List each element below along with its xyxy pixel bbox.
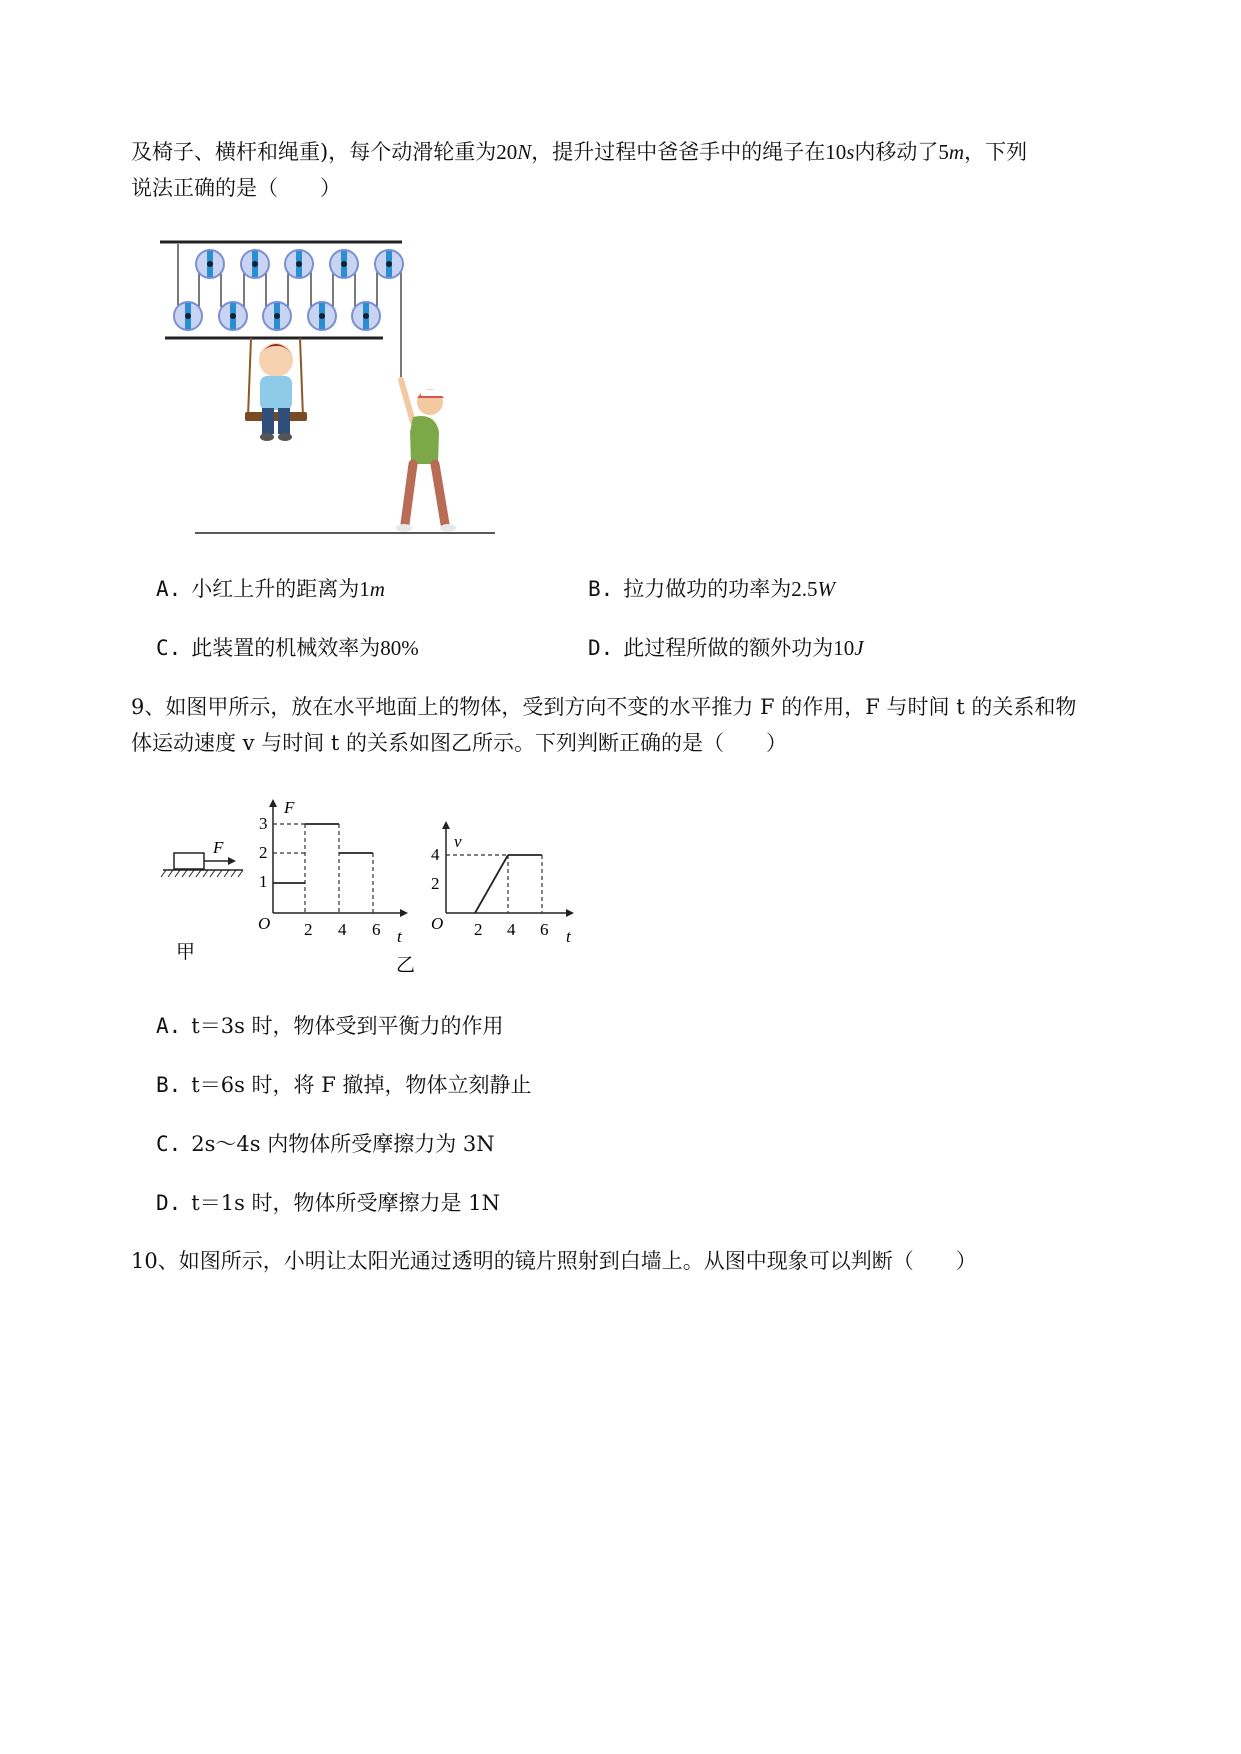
origin-label: O <box>431 914 444 933</box>
movable-pulleys <box>174 302 380 330</box>
y-tick-4: 4 <box>431 845 440 864</box>
y-tick-3: 3 <box>259 814 268 833</box>
q8-value-3: 5 <box>938 140 949 164</box>
q8-unit-1: N <box>517 140 532 164</box>
option-text: t＝1s 时，物体所受摩擦力是 1N <box>191 1191 500 1215</box>
option-text: 2s～4s 内物体所受摩擦力为 3N <box>191 1132 495 1156</box>
option-value: 10 <box>833 636 855 660</box>
q8-value-1: 20 <box>496 140 518 164</box>
option-unit: m <box>369 577 385 601</box>
x-tick-2: 2 <box>304 920 313 939</box>
q8-option-b[interactable] <box>588 574 835 604</box>
option-label: B. <box>156 1073 182 1097</box>
force-label: F <box>213 838 224 857</box>
q8-option-d[interactable] <box>588 633 864 663</box>
q8-text-b: ，提升过程中爸爸手中的绳子在 <box>531 140 826 164</box>
q8-unit-2: s <box>846 140 855 164</box>
option-text: 小红上升的距离为 <box>191 577 360 601</box>
label-jia: 甲 <box>176 941 196 963</box>
q8-unit-3: m <box>948 140 965 164</box>
option-label: C. <box>156 636 182 660</box>
q9-option-a[interactable] <box>156 1011 504 1041</box>
q8-option-a[interactable] <box>156 574 385 604</box>
option-label: B. <box>588 577 614 601</box>
graph-v-t <box>431 821 574 946</box>
x-tick-6: 6 <box>372 920 381 939</box>
option-label: C. <box>156 1132 182 1156</box>
q9-option-c[interactable] <box>156 1129 495 1159</box>
q8-text-a: 及椅子、横杆和绳重)，每个动滑轮重为 <box>131 140 497 164</box>
option-value: 2.5 <box>791 577 818 601</box>
q8-text-d: ，下列 <box>964 140 1028 164</box>
option-value: 1 <box>359 577 370 601</box>
dad-pulling-rope <box>396 380 456 532</box>
x-tick-4: 4 <box>507 920 516 939</box>
option-label: D. <box>588 636 614 660</box>
option-text: 此过程所做的额外功为 <box>623 636 834 660</box>
option-text: t＝3s 时，物体受到平衡力的作用 <box>191 1014 504 1038</box>
q10-stem-line-1: 10、如图所示，小明让太阳光通过透明的镜片照射到白墙上。从图中现象可以判断（ ） <box>131 1249 977 1273</box>
fixed-pulleys <box>196 250 403 278</box>
block <box>174 853 204 869</box>
option-unit: W <box>817 577 836 601</box>
pulley-system-figure <box>155 232 500 537</box>
q8-intro-line-1 <box>131 137 1027 167</box>
q8-value-2: 10 <box>825 140 847 164</box>
option-text: t＝6s 时，将 F 撤掉，物体立刻静止 <box>191 1073 532 1097</box>
x-label: t <box>566 927 571 946</box>
option-label: A. <box>156 577 182 601</box>
option-label: A. <box>156 1014 182 1038</box>
swing-with-child <box>245 338 307 441</box>
option-text: 拉力做功的功率为 <box>623 577 792 601</box>
F-guide-lines <box>273 824 373 913</box>
y-tick-1: 1 <box>259 872 268 891</box>
y-tick-2: 2 <box>431 874 440 893</box>
label-yi: 乙 <box>396 954 416 976</box>
x-label: t <box>397 927 402 946</box>
y-tick-2: 2 <box>259 843 268 862</box>
x-tick-6: 6 <box>540 920 549 939</box>
figure-jia <box>161 838 243 963</box>
v-guide-lines <box>446 855 542 913</box>
q9-figure <box>158 795 583 980</box>
origin-label: O <box>258 914 271 933</box>
x-tick-2: 2 <box>474 920 483 939</box>
q9-option-b[interactable] <box>156 1070 531 1100</box>
q9-stem-line-1: 9、如图甲所示，放在水平地面上的物体，受到方向不变的水平推力 F 的作用，F 与时间 t 的关系和物 <box>131 695 1077 719</box>
option-text: 此装置的机械效率为 <box>191 636 381 660</box>
q9-stem-line-2: 体运动速度 v 与时间 t 的关系如图乙所示。下列判断正确的是（ ） <box>131 731 788 755</box>
q8-option-c[interactable] <box>156 633 419 663</box>
option-label: D. <box>156 1191 182 1215</box>
y-label: F <box>284 798 295 817</box>
ground-hatch <box>161 870 243 877</box>
q8-text-c: 内移动了 <box>854 140 939 164</box>
force-arrowhead <box>228 857 236 865</box>
option-unit: J <box>854 636 864 660</box>
graph-F-t <box>258 798 415 976</box>
q9-option-d[interactable] <box>156 1188 500 1218</box>
y-label: v <box>454 832 462 851</box>
x-tick-4: 4 <box>338 920 347 939</box>
option-value: 80% <box>380 636 419 660</box>
q8-intro-line-2: 说法正确的是（ ） <box>131 176 341 200</box>
